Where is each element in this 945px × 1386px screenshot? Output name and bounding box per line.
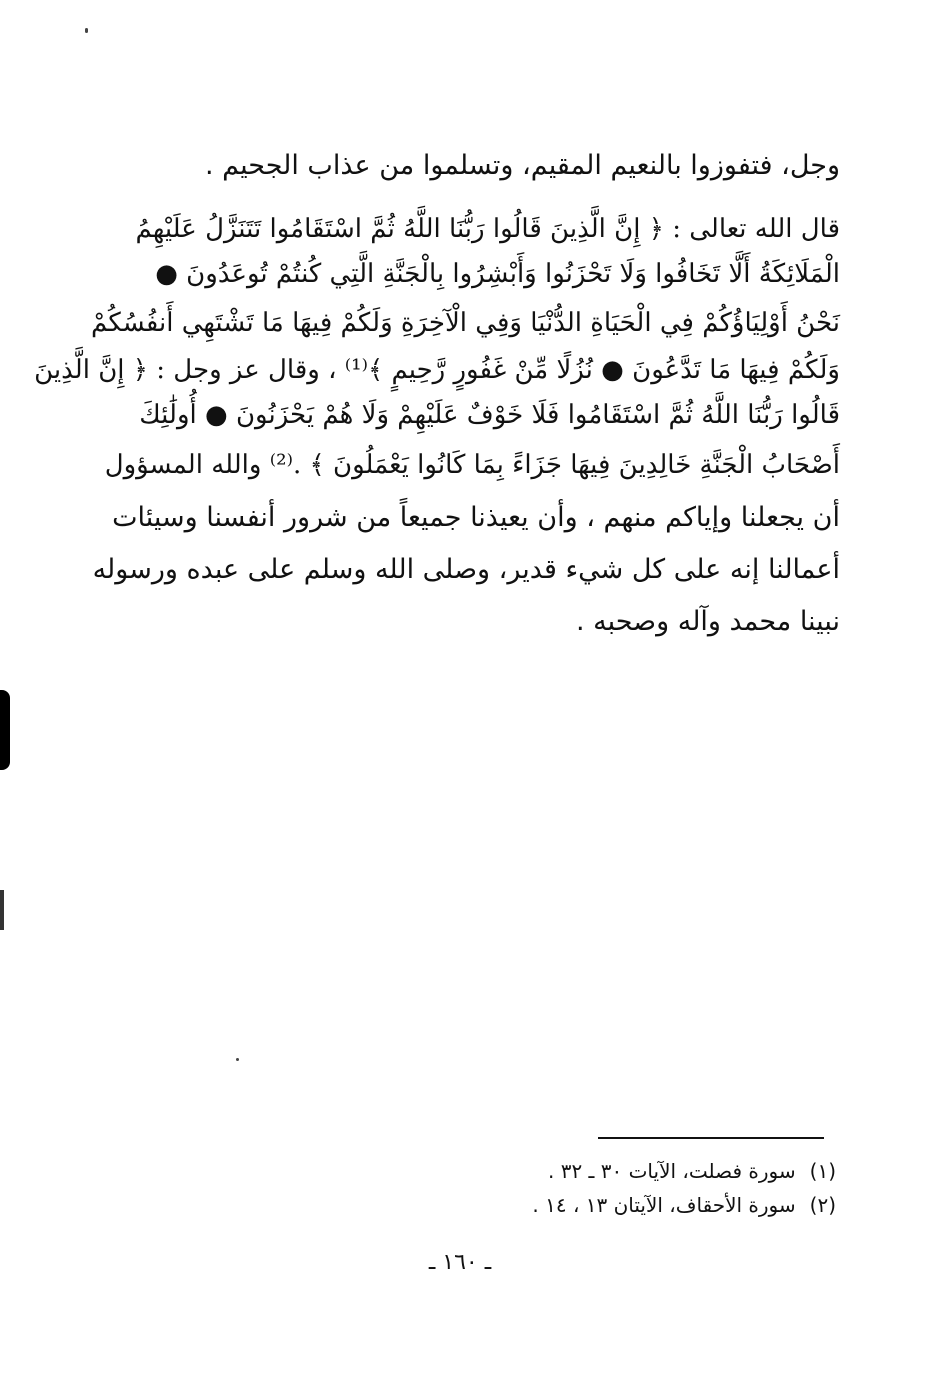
text-line: وَلَكُمْ فِيهَا مَا تَدَّعُونَ ● نُزُلًا مِّنْ غَفُورٍ رَّحِيمٍ ﴾⁽¹⁾ ، وقال عز وجل : ﴿ إِنَّ الَّذِينَ bbox=[34, 355, 840, 385]
scan-speck bbox=[236, 1058, 239, 1061]
footnote-text: سورة الأحقاف، الآيتان ١٣ ، ١٤ . bbox=[532, 1193, 796, 1217]
footnote bbox=[400, 1156, 836, 1186]
footnote-divider bbox=[598, 1137, 824, 1139]
footnote-number: (٢) bbox=[809, 1193, 836, 1217]
footnote bbox=[400, 1190, 836, 1220]
text-line: نَحْنُ أَوْلِيَاؤُكُمْ فِي الْحَيَاةِ الدُّنْيَا وَفِي الْآخِرَةِ وَلَكُمْ فِيهَا مَا تَشْتَهِي أَنفُسُكُمْ bbox=[91, 308, 840, 338]
scan-edge-mark bbox=[0, 890, 4, 930]
page-number: ـ ١٦٠ ـ bbox=[428, 1250, 492, 1275]
text-line: أن يجعلنا وإياكم منهم ، وأن يعيذنا جميعاً من شرور أنفسنا وسيئات bbox=[112, 502, 840, 533]
footnote-number: (١) bbox=[809, 1159, 836, 1183]
text-line: قَالُوا رَبُّنَا اللَّهُ ثُمَّ اسْتَقَامُوا فَلَا خَوْفٌ عَلَيْهِمْ وَلَا هُمْ يَحْزَنُونَ ● أُولَٰئِكَ bbox=[139, 400, 840, 430]
scan-edge-mark bbox=[0, 690, 10, 770]
footnote-text: سورة فصلت، الآيات ٣٠ ـ ٣٢ . bbox=[547, 1159, 796, 1183]
text-line: نبينا محمد وآله وصحبه . bbox=[575, 606, 840, 637]
text-line: أعمالنا إنه على كل شيء قدير، وصلى الله وسلم على عبده ورسوله bbox=[92, 554, 840, 585]
text-line: وجل، فتفوزوا بالنعيم المقيم، وتسلموا من عذاب الجحيم . bbox=[204, 150, 840, 181]
text-line: الْمَلَائِكَةُ أَلَّا تَخَافُوا وَلَا تَحْزَنُوا وَأَبْشِرُوا بِالْجَنَّةِ الَّتِي كُنتُمْ تُوعَدُونَ ● bbox=[155, 259, 840, 289]
text-line: أَصْحَابُ الْجَنَّةِ خَالِدِينَ فِيهَا جَزَاءً بِمَا كَانُوا يَعْمَلُونَ ﴾ .⁽²⁾ والله المسؤول bbox=[104, 450, 840, 480]
text-line: قال الله تعالى : ﴿ إِنَّ الَّذِينَ قَالُوا رَبُّنَا اللَّهُ ثُمَّ اسْتَقَامُوا تَتَنَزَّلُ عَلَيْهِمُ bbox=[135, 214, 840, 244]
scan-speck bbox=[85, 28, 88, 33]
